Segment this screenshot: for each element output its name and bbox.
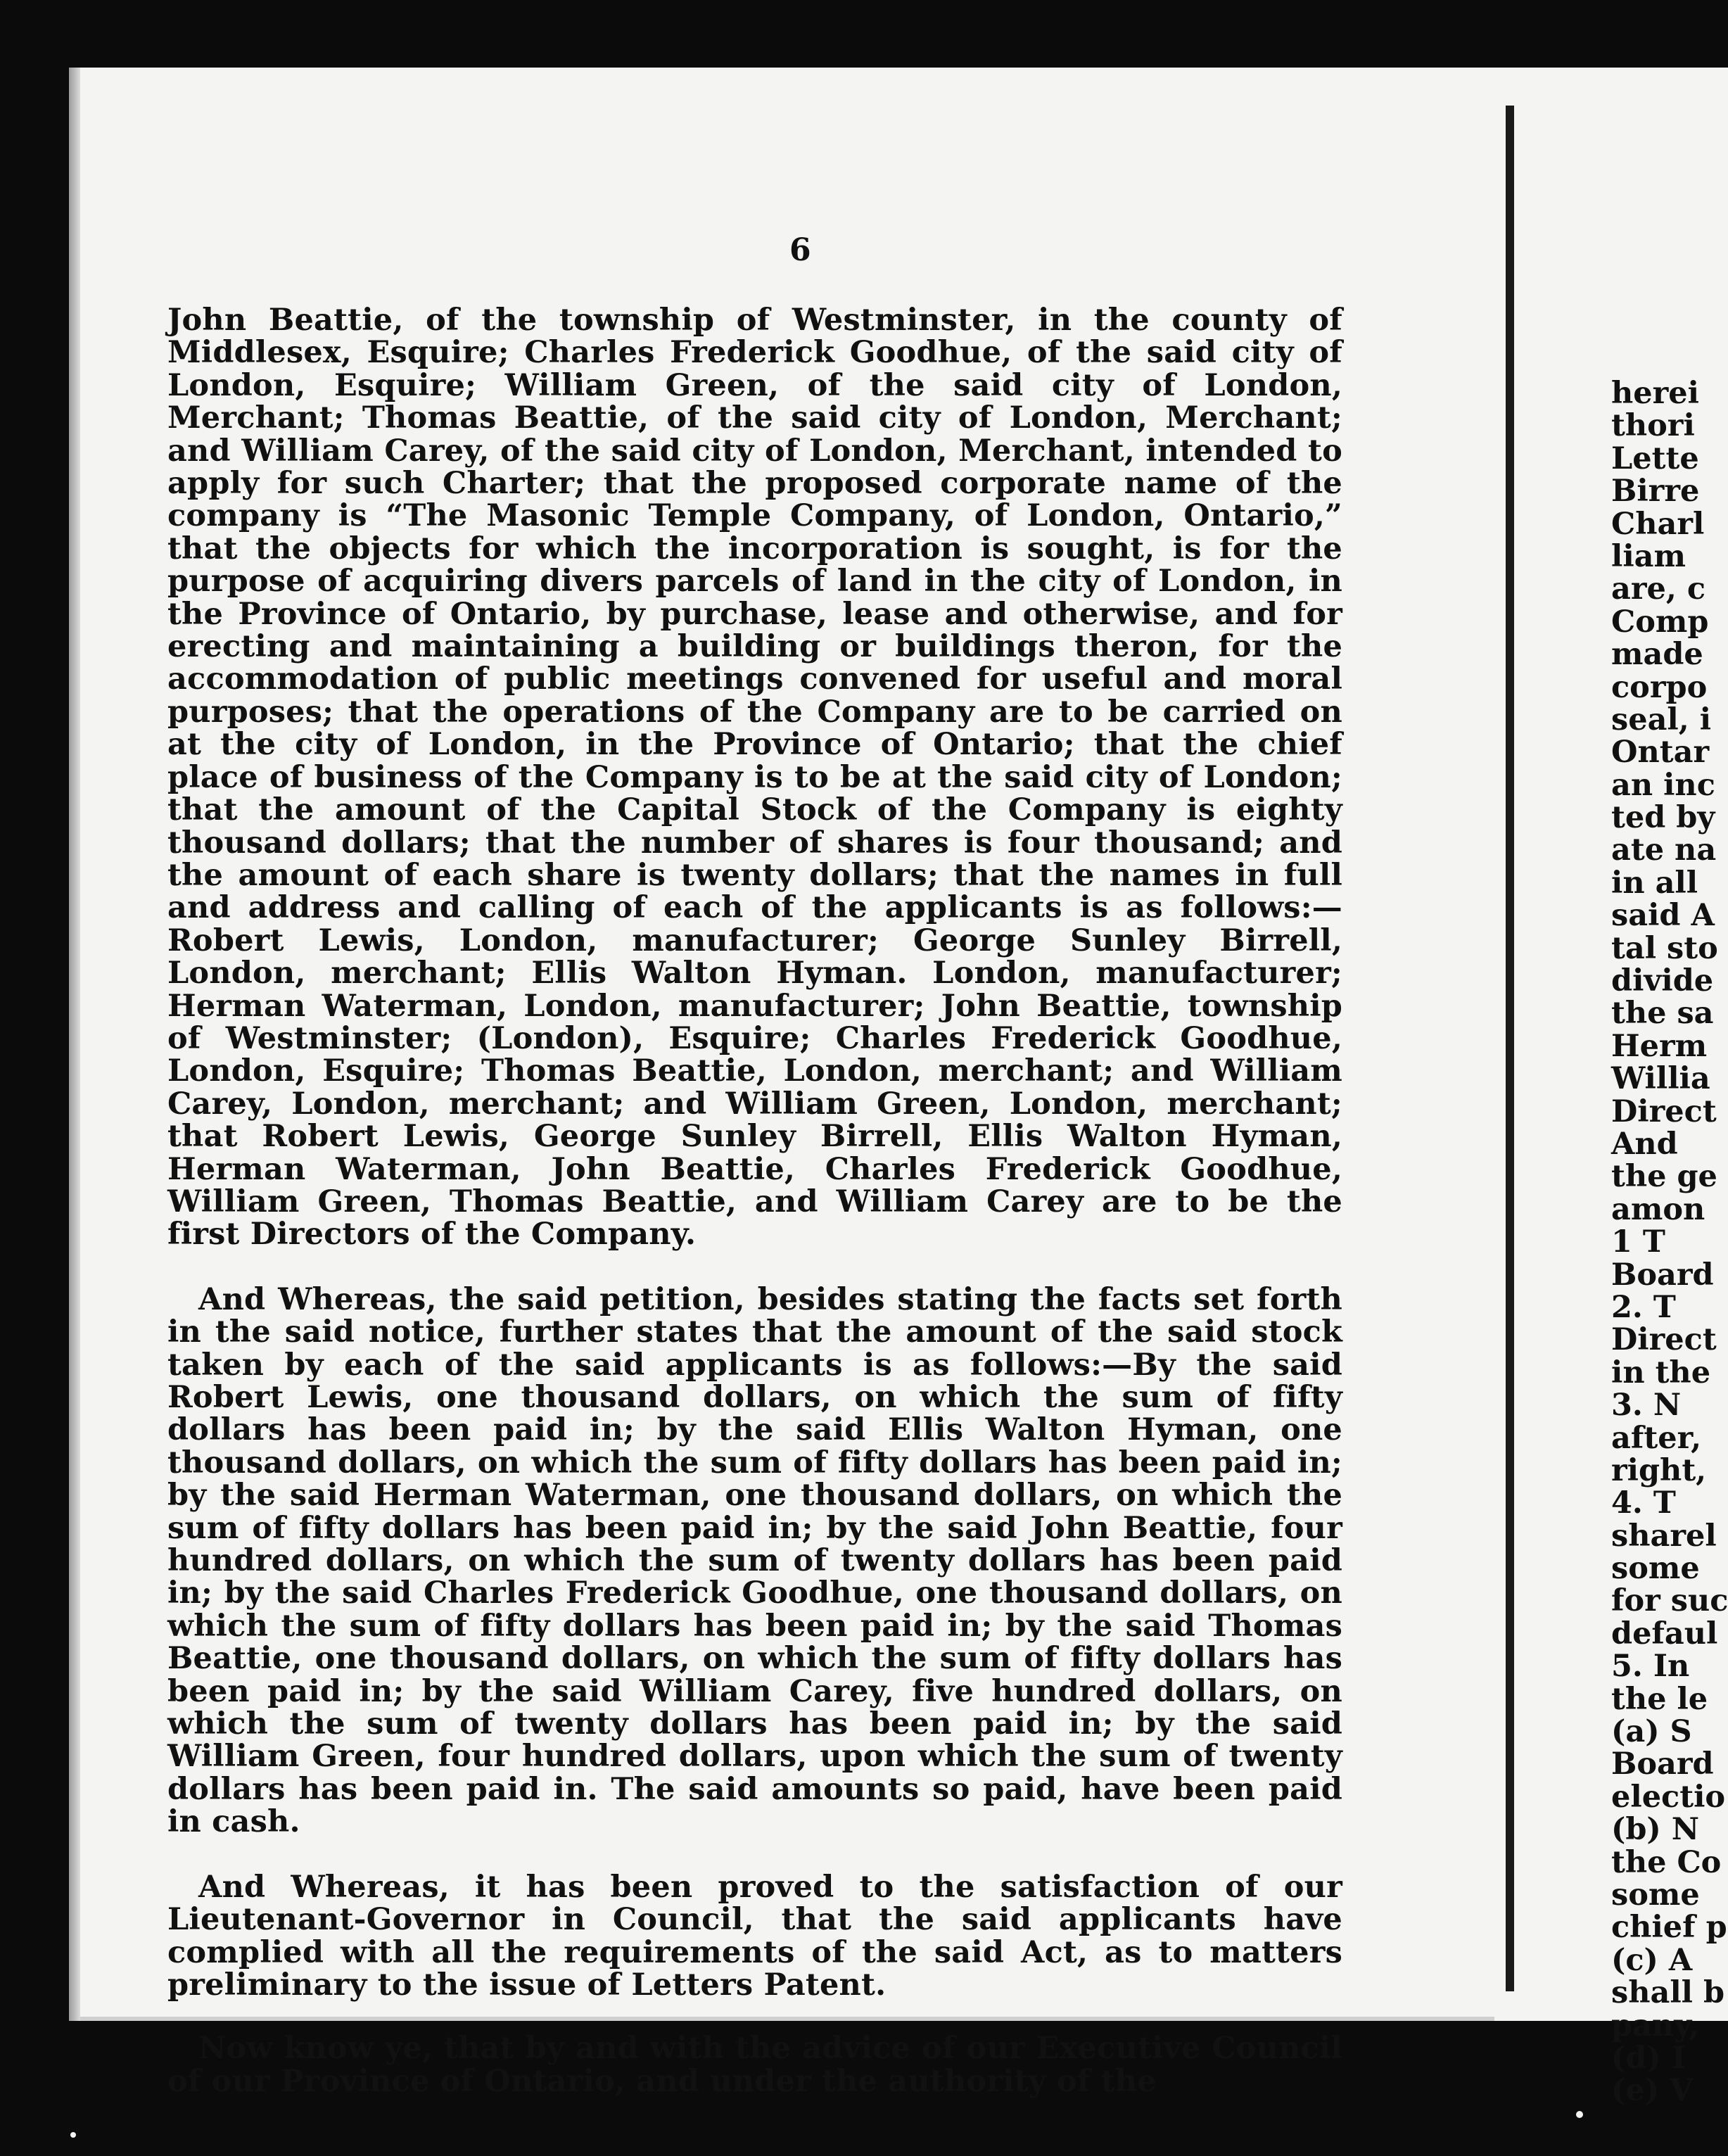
right-fragment-line: Birre bbox=[1611, 474, 1700, 509]
right-fragment-line: Direct bbox=[1611, 1093, 1717, 1129]
right-fragment-line: herei bbox=[1611, 376, 1699, 411]
paragraph-satisfaction: And Whereas, it has been proved to the satisfaction of our Lieutenant-Governor in Council, that the said applicants have complied with all the requirements of the said Act, as to matters preliminary to the issue of Letters Patent. bbox=[167, 1869, 1342, 2003]
right-fragment-line: Willia bbox=[1611, 1061, 1710, 1097]
paragraph-now-know-ye: Now know ye, that by and with the advice of our Executive Council of our Province of Ontario, and under the authority of the bbox=[167, 2031, 1342, 2099]
right-fragment-line: the sa bbox=[1611, 996, 1714, 1032]
right-fragment-line: 3. N bbox=[1611, 1388, 1682, 1423]
right-fragment-line: right, bbox=[1611, 1452, 1707, 1488]
right-fragment-line: shall b bbox=[1611, 1975, 1725, 2011]
right-fragment-line: in the bbox=[1611, 1355, 1711, 1390]
right-fragment-line: some bbox=[1611, 1551, 1700, 1587]
right-fragment-line: the Co bbox=[1611, 1844, 1722, 1880]
right-fragment-line: 4. T bbox=[1611, 1485, 1676, 1521]
right-fragment-line: seal, i bbox=[1611, 702, 1712, 737]
right-fragment-line: defaul bbox=[1611, 1616, 1718, 1651]
scan-speck bbox=[1576, 2111, 1583, 2118]
right-fragment-line: in all bbox=[1611, 865, 1698, 901]
right-fragment-line: (c) A bbox=[1611, 1942, 1693, 1978]
right-fragment-line: thori bbox=[1611, 408, 1695, 444]
right-fragment-line: divide bbox=[1611, 963, 1714, 999]
right-fragment-line: said A bbox=[1611, 898, 1715, 934]
right-fragment-line: Herm bbox=[1611, 1028, 1708, 1064]
right-fragment-line: Comp bbox=[1611, 604, 1709, 640]
right-fragment-line: after, bbox=[1611, 1420, 1702, 1456]
right-fragment-line: made bbox=[1611, 637, 1703, 673]
right-fragment-line: ate na bbox=[1611, 832, 1717, 868]
right-fragment-line: Board bbox=[1611, 1746, 1714, 1782]
right-fragment-line: some bbox=[1611, 1877, 1700, 1913]
right-fragment-line: 2. T bbox=[1611, 1289, 1676, 1325]
main-text-column bbox=[167, 304, 1342, 2098]
right-page-text-fragments bbox=[1611, 377, 1728, 2107]
right-fragment-line: tal sto bbox=[1611, 930, 1718, 966]
right-fragment-line: amon bbox=[1611, 1191, 1705, 1227]
right-fragment-line: Board bbox=[1611, 1257, 1714, 1293]
right-fragment-line: ted by bbox=[1611, 800, 1715, 836]
page-number: 6 bbox=[789, 232, 811, 268]
right-fragment-line: Direct bbox=[1611, 1322, 1717, 1358]
paragraph-applicants: John Beattie, of the township of Westminster, in the county of Middlesex, Esquire; Charles Frederick Goodhue, of the said city of London, Esquire; William Green, of the said city of London, Merchant; Thomas Beattie, of the said city of London, Merchant; and William Carey, of the said city of London, Merchant, intended to apply for such Charter; that the proposed corporate name of the company is “The Masonic Temple Company, of London, Ontario,” that the objects for which the incorporation is sought, is for the purpose of acquiring divers parcels of land in the city of London, in the Province of Ontario, by purchase, lease and otherwise, and for erecting and maintaining a building or buildings theron, for the accommodation of public meetings convened for useful and moral purposes; that the operations of the Company are to be carried on at the city of London, in the Province of Ontario; that the chief place of business of the Company is to be at the said city of London; that the amount of the Capital Stock of the Company is eighty thousand dollars; that the number of shares is four thousand; and the amount of each share is twenty dollars; that the names in full and address and calling of each of the applicants is as follows:—Robert Lewis, London, manufacturer; George Sunley Birrell, London, merchant; Ellis Walton Hyman. London, manufacturer; Herman Waterman, London, manufacturer; John Beattie, township of Westminster; (London), Esquire; Charles Frederick Goodhue, London, Esquire; Thomas Beattie, London, merchant; and William Carey, London, merchant; and William Green, London, merchant; that Robert Lewis, George Sunley Birrell, Ellis Walton Hyman, Herman Waterman, John Beattie, Charles Frederick Goodhue, William Green, Thomas Beattie, and William Carey are to be the first Directors of the Company. bbox=[167, 303, 1342, 1253]
right-fragment-line: 5. In bbox=[1611, 1649, 1690, 1685]
right-fragment-line: chief p bbox=[1611, 1910, 1727, 1946]
right-fragment-line: Ontar bbox=[1611, 735, 1710, 771]
right-fragment-line: pany, bbox=[1611, 2008, 1700, 2043]
scan-speck bbox=[70, 2132, 76, 2138]
right-fragment-line: are, c bbox=[1611, 571, 1705, 607]
right-fragment-line: sharel bbox=[1611, 1518, 1717, 1554]
right-fragment-line: electio bbox=[1611, 1779, 1726, 1815]
right-fragment-line: (d) I bbox=[1611, 2040, 1686, 2076]
paragraph-stock-taken: And Whereas, the said petition, besides stating the facts set forth in the said notice, further states that the amount of the said stock taken by each of the said applicants is as follows:—By the said Robert Lewis, one thousand dollars, on which the sum of fifty dollars has been paid in; by the said Ellis Walton Hyman, one thousand dollars, on which the sum of fifty dollars has been paid in; by the said Herman Waterman, one thousand dollars, on which the sum of fifty dollars has been paid in; by the said John Beattie, four hundred dollars, on which the sum of twenty dollars has been paid in; by the said Charles Frederick Goodhue, one thousand dollars, on which the sum of fifty dollars has been paid in; by the said Thomas Beattie, one thousand dollars, on which the sum of fifty dollars has been paid in; by the said William Carey, five hundred dollars, on which the sum of twenty dollars has been paid in; by the said William Green, four hundred dollars, upon which the sum of twenty dollars has been paid in. The said amounts so paid, have been paid in cash. bbox=[167, 1281, 1342, 1840]
right-fragment-line: (e) V bbox=[1611, 2073, 1694, 2109]
page-edge-shadow bbox=[69, 68, 80, 2021]
right-fragment-line: the le bbox=[1611, 1681, 1708, 1717]
right-fragment-line: the ge bbox=[1611, 1159, 1717, 1195]
binding-shadow bbox=[1506, 106, 1514, 1991]
right-fragment-line: an inc bbox=[1611, 767, 1715, 803]
right-fragment-line: (b) N bbox=[1611, 1812, 1700, 1848]
right-fragment-line: And bbox=[1611, 1126, 1678, 1162]
right-fragment-line: for suc bbox=[1611, 1583, 1728, 1619]
right-fragment-line: liam bbox=[1611, 538, 1686, 574]
right-fragment-line: Lette bbox=[1611, 440, 1699, 476]
right-fragment-line: 1 T bbox=[1611, 1224, 1665, 1260]
right-fragment-line: (a) S bbox=[1611, 1714, 1692, 1750]
right-fragment-line: corpo bbox=[1611, 669, 1708, 705]
right-fragment-line: Charl bbox=[1611, 506, 1705, 542]
